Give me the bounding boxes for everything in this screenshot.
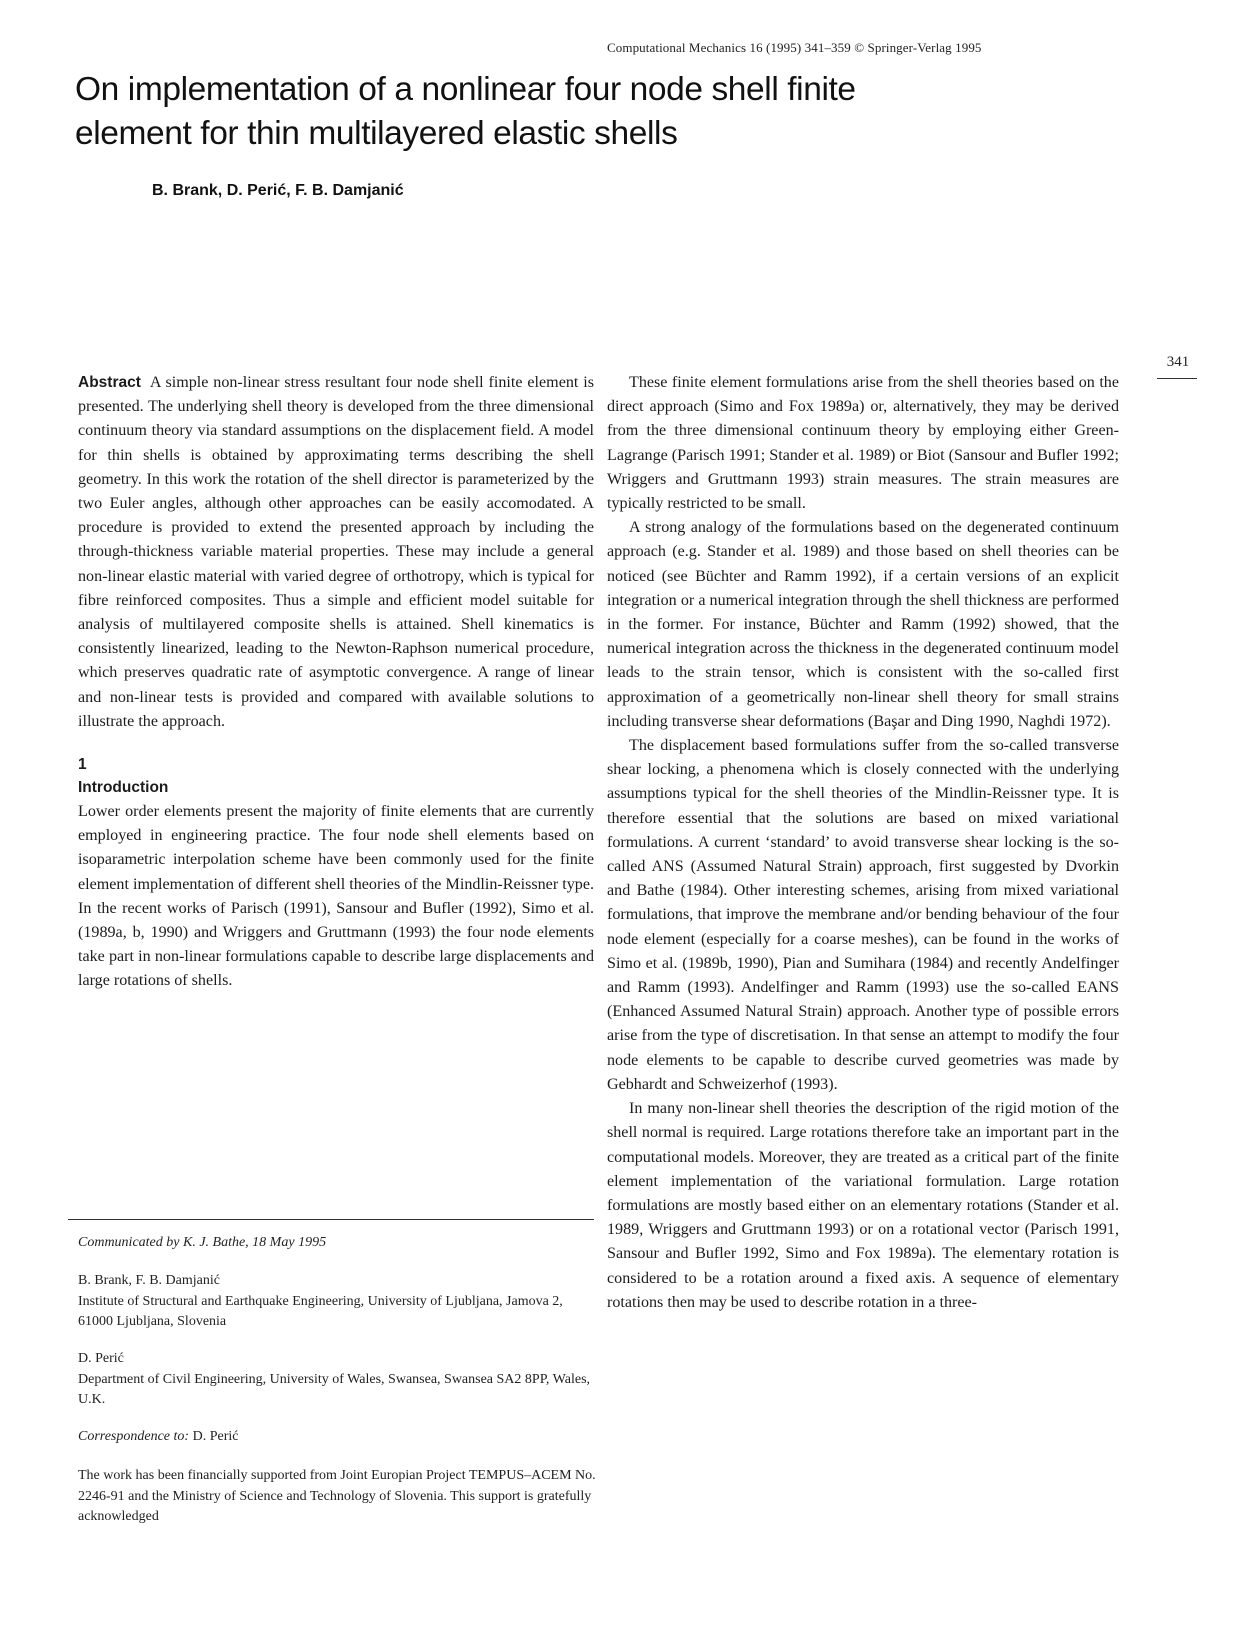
section-title: Introduction <box>78 779 169 797</box>
affiliation-1 <box>78 1271 598 1333</box>
right-paragraph-2: A strong analogy of the formulations based on the degenerated continuum approach (e.g. Stander et al. 1989) and those based on shell theories can be noticed (see Büchter and Ramm 1992), if a certain versions of an explicit integration or a numerical integration through the shell thickness are performed in the former. For instance, Büchter and Ramm (1992) showed, that the numerical integration across the thickness in the degenerated continuum model leads to the strain tensor, which is consistent with the so-called first approximation of a geometrically non-linear shell theory for small strains including transverse shear deformations (Başar and Ding 1990, Naghdi 1972). <box>607 519 1119 730</box>
affiliation-1-address: Institute of Structural and Earthquake Engineering, University of Ljubljana, Jamova 2, 61000 Ljubljana, Slovenia <box>78 1293 563 1329</box>
communicated-text: Communicated by K. J. Bathe, 18 May 1995 <box>78 1235 327 1250</box>
correspondence-label: Correspondence to: <box>78 1429 190 1444</box>
journal-citation: Computational Mechanics 16 (1995) 341–359 © Springer-Verlag 1995 <box>607 40 982 55</box>
right-column <box>607 371 1119 1315</box>
left-column <box>78 371 594 994</box>
page-number-rule <box>1157 378 1197 379</box>
page-number: 341 <box>1166 354 1190 370</box>
affiliation-2-name: D. Perić <box>78 1351 124 1366</box>
article-title: On implementation of a nonlinear four node shell finite element for thin multilayered elastic shells <box>75 71 856 152</box>
affiliation-1-names: B. Brank, F. B. Damjanić <box>78 1273 220 1288</box>
author-list: B. Brank, D. Perić, F. B. Damjanić <box>152 182 404 199</box>
funding-note: The work has been financially supported from Joint Europian Project TEMPUS–ACEM No. 2246-91 and the Ministry of Science and Technology of Slovenia. This support is gratefully acknowledged <box>78 1468 596 1524</box>
affiliation-2 <box>78 1349 598 1411</box>
correspondence-note <box>78 1427 598 1448</box>
right-paragraph-3: The displacement based formulations suffer from the so-called transverse shear locking, a phenomena which is closely connected with the underlying assumptions typical for the shell theories of the Mindlin-Reissner type. It is therefore essential that the solutions are based on mixed variational formulations. A current ‘standard’ to avoid transverse shear locking is the so-called ANS (Assumed Natural Strain) approach, first suggested by Dvorkin and Bathe (1984). Other interesting schemes, arising from mixed variational formulations, that improve the membrane and/or bending behaviour of the four node element (especially for a coarse meshes), can be found in the works of Simo et al. (1989b, 1990), Pian and Sumihara (1984) and recently Andelfinger and Ramm (1993). Andelfinger and Ramm (1993) use the so-called EANS (Enhanced Assumed Natural Strain) approach. Another type of possible errors arise from the type of discretisation. In that sense an attempt to modify the four node elements to be capable to describe curved geometries was made by Gebhardt and Schweizerhof (1993). <box>607 737 1119 1093</box>
right-paragraph-4: In many non-linear shell theories the description of the rigid motion of the shell normal is required. Large rotations therefore take an important part in the computational models. Moreover, they are treated as a critical part of the finite element implementation of the variational formulation. Large rotation formulations are mostly based either on an elementary rotations (Stander et al. 1989, Wriggers and Gruttmann 1993) or on a rotational vector (Parisch 1991, Sansour and Bufler 1992, Simo and Fox 1989a). The elementary rotation is considered to be a rotation around a fixed axis. A sequence of elementary rotations then may be used to describe rotation in a three- <box>607 1100 1119 1311</box>
affiliation-2-address: Department of Civil Engineering, University of Wales, Swansea, Swansea SA2 8PP, Wales, U.K. <box>78 1371 591 1407</box>
footnote-divider <box>68 1219 594 1220</box>
right-paragraph-1: These finite element formulations arise from the shell theories based on the direct approach (Simo and Fox 1989a) or, alternatively, they may be derived from the three dimensional continuum theory by employing either Green-Lagrange (Parisch 1991; Stander et al. 1989) or Biot (Sansour and Bufler 1992; Wriggers and Gruttmann 1993) strain measures. The strain measures are typically restricted to be small. <box>607 374 1119 513</box>
section-number: 1 <box>78 756 87 774</box>
correspondence-name: D. Perić <box>192 1429 239 1444</box>
abstract-text: A simple non-linear stress resultant four node shell finite element is presented. The underlying shell theory is developed from the three dimensional continuum theory via standard assumptions on the displacement field. A model for thin shells is obtained by approximating terms describing the shell geometry. In this work the rotation of the shell director is parameterized by the two Euler angles, although other approaches can be easily accomodated. A procedure is provided to extend the presented approach by including the through-thickness variable material properties. These may include a general non-linear elastic material with varied degree of orthotropy, which is typical for fibre reinforced composites. Thus a simple and efficient model suitable for analysis of multilayered composite shells is attained. Shell kinematics is consistently linearized, leading to the Newton-Raphson numerical procedure, which preserves quadratic rate of asymptotic convergence. A range of linear and non-linear tests is provided and compared with available solutions to illustrate the approach. <box>78 374 594 730</box>
abstract-label: Abstract <box>78 374 141 391</box>
communicated-note <box>78 1233 598 1254</box>
abstract <box>78 371 594 734</box>
introduction-paragraph: Lower order elements present the majority of finite elements that are currently employed in engineering practice. The four node shell elements based on isoparametric interpolation scheme have been commonly used for the finite element implementation of different shell theories of the Mindlin-Reissner type. In the recent works of Parisch (1991), Sansour and Bufler (1992), Simo et al. (1989a, b, 1990) and Wriggers and Gruttmann (1993) the four node elements take part in non-linear formulations capable to describe large displacements and large rotations of shells. <box>78 803 594 990</box>
